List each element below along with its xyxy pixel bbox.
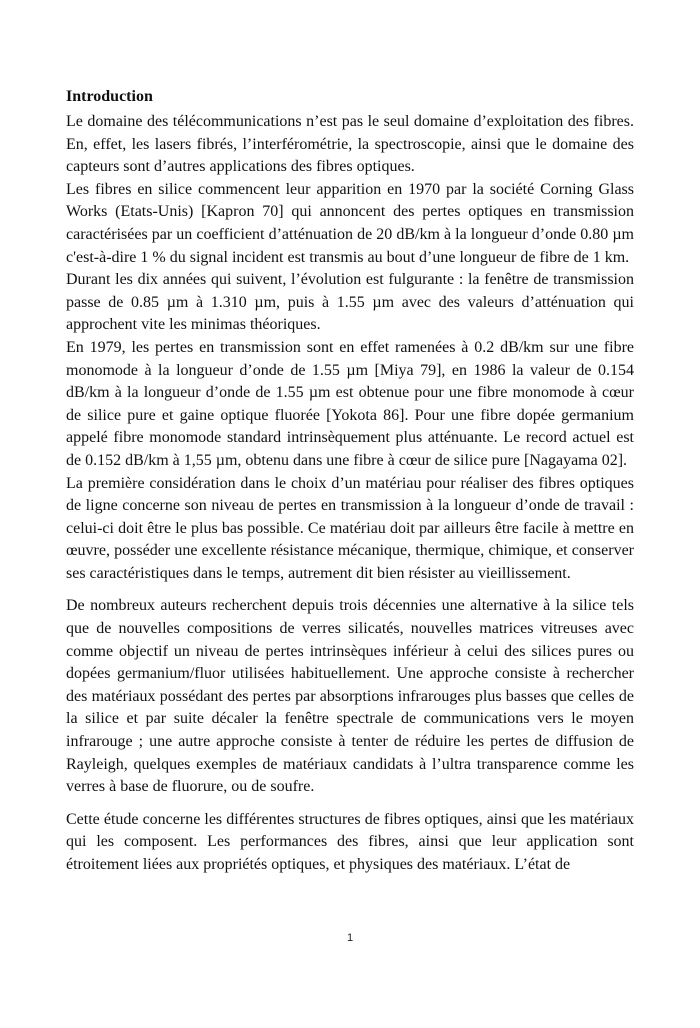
- paragraph-transmission-window: Durant les dix années qui suivent, l’évolution est fulgurante : la fenêtre de transmission passe de 0.85 µm à 1.310 µm, puis à 1.55 µm avec des valeurs d’atténuation qui approchent vite les minimas théoriques.: [66, 271, 634, 334]
- paragraph-silica-alternatives: De nombreux auteurs recherchent depuis trois décennies une alternative à la silice tels que de nouvelles compositions de verres silicatés, nouvelles matrices vitreuses avec comme objectif un niveau de pertes intrinsèques inférieur à celui des silices pures ou dopées germanium/fluor utilisées habituellement. Une approche consiste à rechercher des matériaux possédant des pertes par absorptions infrarouges plus basses que celles de la silice et par suite décaler la fenêtre spectrale de communications vers le moyen infrarouge ; une autre approche consiste à tenter de réduire les pertes de diffusion de Rayleigh, quelques exemples de matériaux candidats à l’ultra transparence comme les verres à base de fluorure, ou de soufre.: [66, 597, 634, 796]
- paragraph-material-choice: La première considération dans le choix d’un matériau pour réaliser des fibres optiques de ligne concerne son niveau de pertes en transmission à la longueur d’onde de travail : celui-ci doit être le plus bas possible. Ce matériau doit par ailleurs être facile à mettre en œuvre, posséder une excellente résistance mécanique, thermique, chimique, et conserver ses caractéristiques dans le temps, autrement dit bien résister au vieillissement.: [66, 474, 634, 582]
- paragraph-1979-losses: En 1979, les pertes en transmission sont en effet ramenées à 0.2 dB/km sur une fibre monomode à la longueur d’onde de 1.55 µm [Miya 79], en 1986 la valeur de 0.154 dB/km à la longueur d’onde de 1.55 µm est obtenue pour une fibre monomode à cœur de silice pure et gaine optique fluorée [Yokota 86]. Pour une fibre dopée germanium appelé fibre monomode standard intrinsèquement plus atténuante. Le record actuel est de 0.152 dB/km à 1,55 µm, obtenu dans une fibre à cœur de silice pure [Nagayama 02].: [66, 338, 634, 469]
- paragraph-corning-1970: Les fibres en silice commencent leur apparition en 1970 par la société Corning Glass Works (Etats-Unis) [Kapron 70] qui annoncent des pertes optiques en transmission caractérisées par un coefficient d’atténuation de 20 dB/km à la longueur d’onde 0.80 µm c'est-à-dire 1 % du signal incident est transmis au bout d’une longueur de fibre de 1 km.: [66, 180, 634, 266]
- section-heading: Introduction: [66, 88, 153, 105]
- paragraph-study-scope: Cette étude concerne les différentes structures de fibres optiques, ainsi que les matériaux qui les composent. Les performances des fibres, ainsi que leur application sont étroitement liées aux propriétés optiques, et physiques des matériaux. L’état de: [66, 810, 634, 873]
- page-number: 1: [346, 932, 354, 944]
- document-body: [66, 86, 634, 877]
- paragraph-intro-applications: Le domaine des télécommunications n’est pas le seul domaine d’exploitation des fibres. En, effet, les lasers fibrés, l’interférométrie, la spectroscopie, ainsi que le domaine des capteurs sont d’autres applications des fibres optiques.: [66, 113, 634, 176]
